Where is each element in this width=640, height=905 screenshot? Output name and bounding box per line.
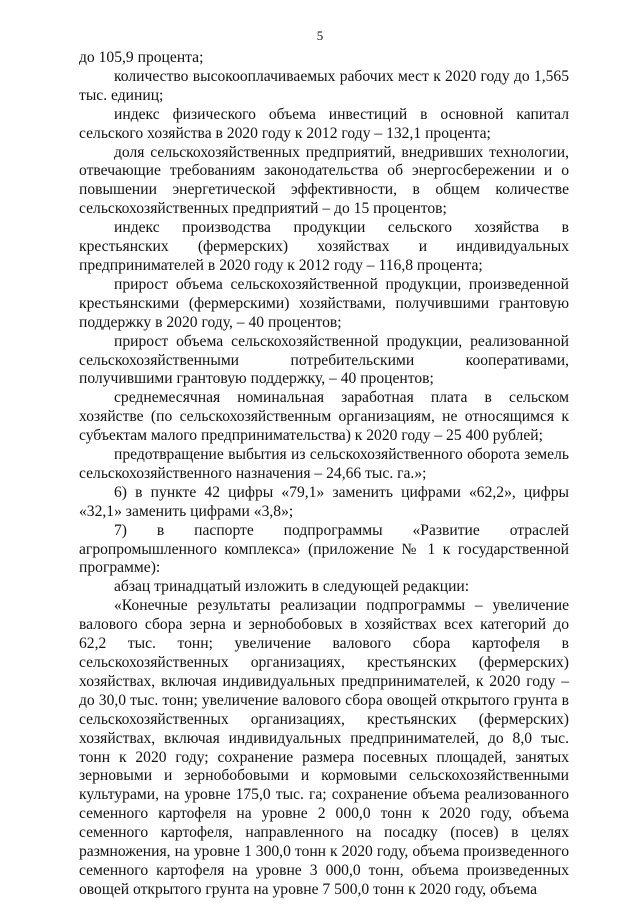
document-body	[79, 49, 569, 900]
paragraph-10: 7) в паспорте подпрограммы «Развитие отраслей агропромышленного комплекса» (приложение № 1 к государственной программе):	[79, 521, 569, 577]
paragraph-5: прирост объема сельскохозяйственной продукции, произведенной крестьянскими (фермерскими) хозяйствами, получившими грантовую поддержку в 2020 году, – 40 процентов;	[79, 275, 569, 331]
paragraph-3: доля сельскохозяйственных предприятий, внедривших технологии, отвечающие требованиям законодательства об энергосбережении и о повышении энергетической эффективности, в общем количестве сельскохозяйственных предприятий – до 15 процентов;	[79, 143, 569, 218]
paragraph-7: среднемесячная номинальная заработная плата в сельском хозяйстве (по сельскохозяйственным организациям, не относящимся к субъектам малого предпринимательства) к 2020 году – 25 400 рублей;	[79, 389, 569, 445]
paragraph-6: прирост объема сельскохозяйственной продукции, реализованной сельскохозяйственными потребительскими кооперативами, получившими грантовую поддержку, – 40 процентов;	[79, 332, 569, 388]
paragraph-9: 6) в пункте 42 цифры «79,1» заменить цифрами «62,2», цифры «32,1» заменить цифрами «3,8»;	[79, 483, 569, 520]
paragraph-4: индекс производства продукции сельского хозяйства в крестьянских (фермерских) хозяйствах и индивидуальных предпринимателей в 2020 году к 2012 году – 116,8 процента;	[79, 219, 569, 274]
paragraph-12: «Конечные результаты реализации подпрограммы – увеличение валового сбора зерна и зернобобовых в хозяйствах всех категорий до 62,2 тыс. тонн; увеличение валового сбора картофеля в сельскохозяйственных организациях, крестьянских (фермерских) хозяйствах, включая индивидуальных предпринимателей, к 2020 году – до 30,0 тыс. тонн; увеличение валового сбора овощей открытого грунта в сельскохозяйственных организациях, крестьянских (фермерских) хозяйствах, включая индивидуальных предпринимателей, до 8,0 тыс. тонн к 2020 году; сохранение размера посевных площадей, занятых зерновыми и зернобобовыми и кормовыми сельскохозяйственными культурами, на уровне 175,0 тыс. га; сохранение объема реализованного семенного картофеля на уровне 2 000,0 тонн к 2020 году, объема семенного картофеля, направленного на посадку (посев) в целях размножения, на уровне 1 300,0 тонн к 2020 году, объема произведенного семенного картофеля на уровне 3 000,0 тонн, объема произведенных овощей открытого грунта на уровне 7 500,0 тонн к 2020 году, объема	[79, 597, 569, 898]
paragraph-0: до 105,9 процента;	[79, 49, 204, 66]
paragraph-2: индекс физического объема инвестиций в основной капитал сельского хозяйства в 2020 году к 2012 году – 132,1 процента;	[79, 105, 569, 142]
paragraph-8: предотвращение выбытия из сельскохозяйственного оборота земель сельскохозяйственного назначения – 24,66 тыс. га.»;	[79, 446, 569, 482]
paragraph-11: абзац тринадцатый изложить в следующей редакции:	[114, 578, 470, 596]
page-number: 5	[316, 28, 324, 43]
paragraph-1: количество высокооплачиваемых рабочих мест к 2020 году до 1,565 тыс. единиц;	[79, 67, 569, 104]
